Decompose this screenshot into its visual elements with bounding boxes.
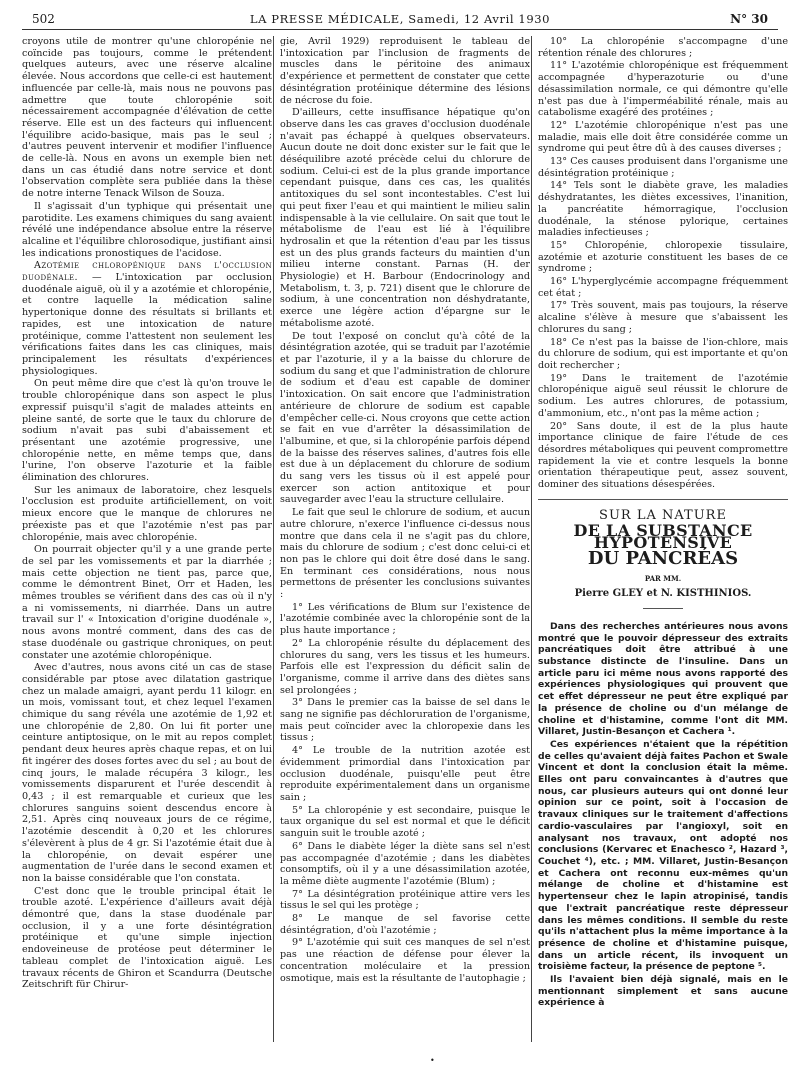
conclusion-item: 14° Tels sont le diabète grave, les maladies déshydratantes, les diètes excessives, l'inanition, la pancréatite hémorragique, l'occlusion duodénale, la sténose pylorique, certaines maladies infectieuses ; (538, 180, 788, 239)
issue-number: N° 30 (730, 12, 768, 26)
paragraph: On pourrait objecter qu'il y a une grande perte de sel par les vomissements et par la diarrhée ; mais cette objection ne tient pas, parce que, comme le démontrent Binet, Orr et Haden, les mêmes troubles se vérifient dans des cas où il n'y a ni vomissements, ni diarrhée. Dans un autre travail sur l' « Intoxication d'origine duodénale », nous avons montré comment, dans des cas de stase duodénale ou gastrique chroniques, on peut constater une azotémie chloropénique. (22, 544, 272, 661)
paragraph: Ces expériences n'étaient que la répétition de celles qu'avaient déjà faites Pachon et Swale Vincent et dont la conclusion était la même. Elles ont paru convaincantes à d'autres que nous, car plusieurs auteurs qui ont donné leur opinion sur ce point, soit à l'occasion de travaux cliniques sur le traitement d'affections cardio-vasculaires par l'angioxyl, soit en analysant nos travaux, ont adopté nos conclusions (Kervarec et Enachesco ², Hazard ³, Couchet ⁴), etc. ; MM. Villaret, Justin-Besançon et Cachera ont reconnu eux-mêmes qu'un mélange de choline et d'histamine est hypertenseur chez le lapin atropinisé, tandis que l'extrait pancréatique reste dépresseur dans les mêmes conditions. Il semble du reste qu'ils n'attachent plus la même importance à la présence de choline et d'histamine puisque, dans un article récent, ils invoquent un troisième facteur, la présence de peptone ⁵. (538, 738, 788, 973)
paragraph-text: — L'intoxication par occlusion duodénale aiguë, où il y a azotémie et chloropénie, et contre laquelle la médication saline hypertonique donne des résultats si brillants et rapides, est une intoxication de nature protéinique, comme l'attestent non seulement les vérifications faites dans les cas cliniques, mais principalement les résultats d'expériences physiologiques. (22, 272, 272, 377)
paragraph: On peut même dire que c'est là qu'on trouve le trouble chloropénique dans son aspect le plus expressif puisqu'il s'agit de malades atteints en pleine santé, de sorte que le taux du chlorure de sodium n'avait pas subi d'abaissement et présentant une azotémie progressive, une chloropénie nette, en même temps que, dans l'urine, l'on observe l'azoturie et la faible élimination des chlorures. (22, 378, 272, 484)
conclusion-item: 6° Dans le diabète léger la diète sans sel n'est pas accompagnée d'azotémie ; dans les diabètes consomptifs, où il y a une désassimilation azotée, la même diète augmente l'azotémie (Blum) ; (280, 840, 530, 887)
conclusion-item: 16° L'hyperglycémie accompagne fréquemment cet état ; (538, 276, 788, 299)
conclusion-item: 2° La chloropénie résulte du déplacement des chlorures du sang, vers les tissus et les humeurs. Parfois elle est l'expression du déficit salin de l'organisme, comme il arrive dans des diètes sans sel prolongées ; (280, 637, 530, 696)
paragraph: Sur les animaux de laboratoire, chez lesquels l'occlusion est produite artificiellement, on voit mieux encore que le manque de chlorures ne préexiste pas et que l'azotémie n'est pas par chloropénie, mais avec chloropénie. (22, 484, 272, 543)
print-mark: • (430, 1056, 435, 1065)
page-number: 502 (32, 12, 55, 26)
byline-prefix: PAR MM. (644, 573, 682, 583)
conclusion-item: 7° La désintégration protéinique attire vers les tissus le sel qui les protège ; (280, 888, 530, 912)
column-divider (531, 36, 532, 1042)
article-title-line-1: SUR LA NATURE (599, 507, 727, 523)
running-title: LA PRESSE MÉDICALE, Samedi, 12 Avril 1930 (249, 12, 551, 26)
conclusion-item: 13° Ces causes produisent dans l'organisme une désintégration protéinique ; (538, 156, 788, 179)
paragraph: gie, Avril 1929) reproduisent le tableau de l'intoxication par l'inclusion de fragments de muscles dans le péritoine des animaux d'expérience et permettent de constater que cette désintégration protéinique détermine des lésions de nécrose du foie. (280, 36, 530, 106)
paragraph: De tout l'exposé on conclut qu'à côté de la désintégration azotée, qui se traduit par l'azotémie et par l'azoturie, il y a la baisse du chlorure de sodium du sang et que l'administration de chlorure de sodium et d'eau est capable de dominer l'intoxication. On sait encore que l'administration antérieure de chlorure de sodium est capable d'empêcher celle-ci. Nous croyons que cette action se fait en vue d'arrêter la désassimilation de l'albumine, et que, si la chloropénie parfois dépend de la baisse des réserves salines, d'autres fois elle est due à un déplacement du chlorure de sodium du sang vers les tissus où il est appelé pour exercer son action antitoxique et pour sauvegarder avec l'eau la structure cellulaire. (280, 330, 530, 506)
paragraph: Il s'agissait d'un typhique qui présentait une parotidite. Les examens chimiques du sang avaient révélé une indépendance absolue entre la réserve alcaline et l'équilibre chlorosodique, justifiant ainsi les indications pronostiques de l'acidose. (22, 200, 272, 259)
article-title-line-3: DU PANCRÉAS (587, 547, 739, 569)
paragraph: D'ailleurs, cette insuffisance hépatique qu'on observe dans les cas graves d'occlusion duodénale n'avait pas échappé à quelques observateurs. Aucun doute ne doit donc exister sur le fait que le déséquilibre azoté précède celui du chlorure de sodium. Celui-ci est de la plus grande importance cependant puisque, dans ces cas, les qualités antitoxiques du sel sont incontestables. C'est lui qui peut fixer l'eau et qui maintient le milieu salin indispensable à la vie cellulaire. On sait que tout le métabolisme de l'eau est lié à l'équilibre hydrosalin et que la rétention d'eau par les tissus est un des plus grands facteurs du maintien d'un milieu interne constant. Parnas (H. der Physiologie) et H. Barbour (Endocrinology and Metabolism, t. 3, p. 721) disent que le chlorure de sodium, à une concentration non déshydratante, exerce une légère action d'épargne sur le métabolisme azoté. (280, 107, 530, 329)
conclusion-item: 11° L'azotémie chloropénique est fréquemment accompagnée d'hyperazoturie ou d'une désassimilation normale, ce qui démontre qu'elle n'est pas due à l'imperméabilité rénale, mais au catabolisme exagéré des protéines ; (538, 60, 788, 119)
article-title-line-2: DE LA SUBSTANCE HYPOTENSIVE (573, 521, 753, 553)
paragraph: Le fait que seul le chlorure de sodium, et aucun autre chlorure, n'exerce l'influence ci-dessus nous montre que dans cela il ne s'agit pas du chlore, mais du chlorure de sodium ; c'est donc celui-ci et non pas le chlore qui doit être dosé dans le sang. En terminant ces considérations, nous nous permettons de présenter les conclusions suivantes : (280, 507, 530, 601)
article-authors: Pierre GLEY et N. KISTHINIOS. (574, 588, 752, 600)
conclusion-item: 5° La chloropénie y est secondaire, puisque le taux organique du sel est normal et que le déficit sanguin suit le trouble azoté ; (280, 804, 530, 840)
paragraph: Dans des recherches antérieures nous avons montré que le pouvoir dépresseur des extraits pancréatiques doit être attribué à une substance distincte de l'insuline. Dans un article paru ici même nous avons rapporté des expériences physiologiques qui prouvent que cet effet dépresseur ne peut être expliqué par la présence de choline ou d'un mélange de choline et d'histamine, comme l'ont dit MM. Villaret, Justin-Besançon et Cachera ¹. (538, 620, 788, 738)
page-header (22, 9, 778, 30)
section-separator (538, 499, 788, 500)
conclusion-item: 9° L'azotémie qui suit ces manques de sel n'est pas une réaction de défense pour élever la concentration moléculaire et la pression osmotique, mais est la résultante de l'autophagie ; (280, 937, 530, 984)
conclusion-item: 18° Ce n'est pas la baisse de l'ion-chlore, mais du chlorure de sodium, qui est importante et qu'on doit rechercher ; (538, 336, 788, 371)
section-heading: Azotémie chloropénique dans l'occlusion duodénale. (22, 260, 272, 284)
article-body (538, 621, 788, 1009)
paragraph (22, 260, 272, 377)
title-rule (643, 608, 683, 609)
conclusion-item: 20° Sans doute, il est de la plus haute importance clinique de faire l'étude de ces désordres métaboliques qui peuvent compromettre rapidement la vie et contre lesquels la bonne orientation thérapeutique peut, assez souvent, dominer des situations désespérées. (538, 420, 788, 491)
conclusion-item: 19° Dans le traitement de l'azotémie chloropénique aiguë seul réussit le chlorure de sodium. Les autres chlorures, de potassium, d'ammonium, etc., n'ont pas la même action ; (538, 372, 788, 419)
conclusion-item: 1° Les vérifications de Blum sur l'existence de l'azotémie combinée avec la chloropénie sont de la plus haute importance ; (280, 601, 530, 637)
paragraph: Ils l'avaient bien déjà signalé, mais en le mentionnant simplement et sans aucune expérience à (538, 974, 788, 1009)
conclusion-item: 10° La chloropénie s'accompagne d'une rétention rénale des chlorures ; (538, 36, 788, 59)
conclusion-item: 8° Le manque de sel favorise cette désintégration, d'où l'azotémie ; (280, 913, 530, 936)
column-1 (22, 36, 272, 1042)
conclusion-item: 12° L'azotémie chloropénique n'est pas une maladie, mais elle doit être considérée comme un syndrome qui peut être dû à des causes diverses ; (538, 119, 788, 155)
conclusion-item: 17° Très souvent, mais pas toujours, la réserve alcaline s'élève à mesure que s'abaissent les chlorures du sang ; (538, 300, 788, 335)
conclusion-item: 3° Dans le premier cas la baisse de sel dans le sang ne signifie pas déchloruration de l'organisme, mais peut coïncider avec la chloropexie dans les tissus ; (280, 697, 530, 744)
column-3 (538, 36, 788, 1042)
paragraph: C'est donc que le trouble principal était le trouble azoté. L'expérience d'ailleurs avait déjà démontré que, dans la stase duodénale par occlusion, il y a une forte désintégration protéinique et qu'une simple injection endoveineuse de protéose peut déterminer le tableau complet de l'intoxication aiguë. Les travaux récents de Ghiron et Scandurra (Deutsche Zeitschrift für Chirur- (22, 885, 272, 991)
conclusion-item: 4° Le trouble de la nutrition azotée est évidemment primordial dans l'intoxication par occlusion duodénale, puisqu'elle peut être reproduite expérimentalement dans un organisme sain ; (280, 745, 530, 803)
conclusion-item: 15° Chloropénie, chloropexie tissulaire, azotémie et azoturie constituent les bases de ce syndrome ; (538, 239, 788, 275)
paragraph: croyons utile de montrer qu'une chloropénie ne coïncide pas toujours, comme le prétendent quelques auteurs, avec une réserve alcaline élevée. Nous accordons que celle-ci est hautement influencée par celle-là, mais nous ne pouvons pas admettre que toute chloropénie soit nécessairement accompagnée d'élévation de cette réserve. Elle est un des facteurs qui influencent l'équilibre acido-basique, mais pas le seul ; d'autres peuvent intervenir et modifier l'influence de celle-là. Nous en avons un exemple bien net dans un cas étudié dans notre service et dont l'observation complète sera publiée dans la thèse de notre interne Tenack Wilson de Souza. (22, 36, 272, 200)
column-2 (280, 36, 530, 1042)
column-divider (273, 36, 274, 1042)
paragraph: Avec d'autres, nous avons cité un cas de stase considérable par ptose avec dilatation gastrique chez un malade amaigri, ayant perdu 11 kilogr. en un mois, vomissant tout, et chez lequel l'examen chimique du sang révéla une azotémie de 1,92 et une chloropénie de 2,80. On lui fit porter une ceinture antiptosique, on le mit au repos complet pendant deux heures après chaque repas, et on lui fit ingérer des doses fortes avec du sel ; au bout de cinq jours, le malade récupéra 3 kilogr., les vomissements disparurent et l'urée descendit à 0,43 ; il est remarquable et curieux que les chlorures sanguins soient descendus encore à 2,51. Après cinq nouveaux jours de ce régime, l'azotémie descendit à 0,20 et les chlorures s'élevèrent à plus de 4 gr. Si l'azotémie était due à la chloropénie, on devait espérer une augmentation de l'urée dans le second examen et non la baisse considérable que l'on constata. (22, 662, 272, 884)
